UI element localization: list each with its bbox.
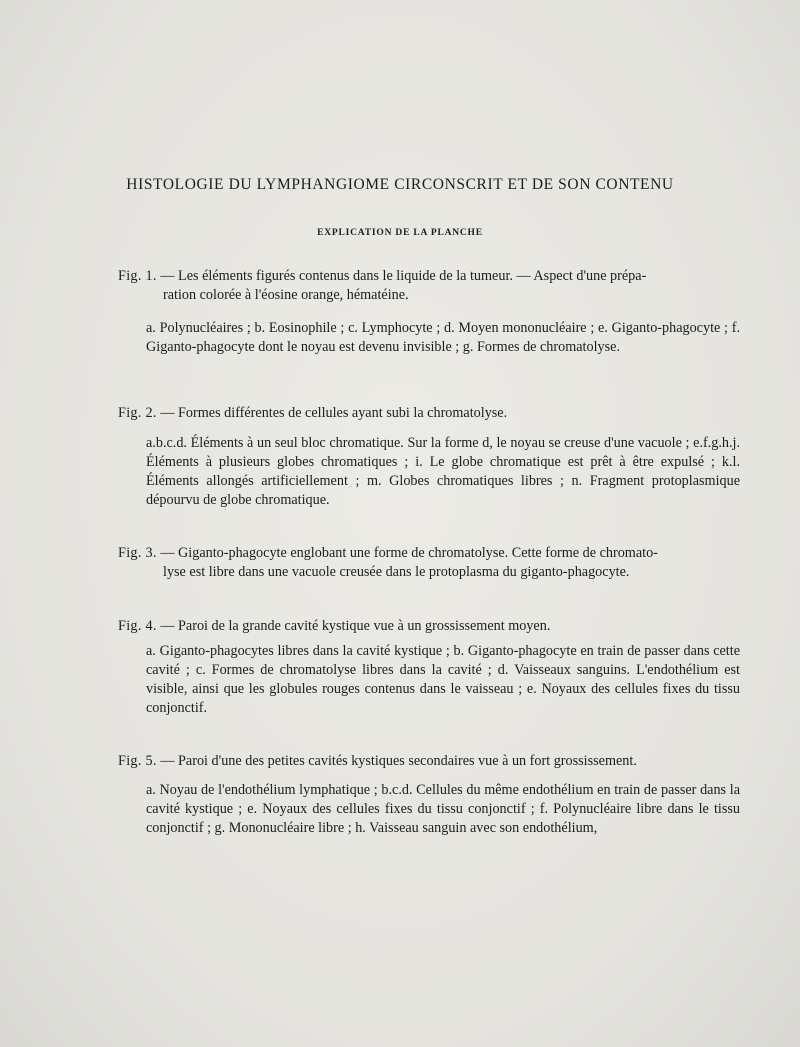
figure-5-caption	[118, 752, 738, 771]
figure-label: Fig. 4.	[118, 618, 157, 634]
figure-caption-text: — Formes différentes de cellules ayant subi la chromatolyse.	[156, 405, 508, 421]
page-title: HISTOLOGIE DU LYMPHANGIOME CIRCONSCRIT ET DE SON CONTENU	[126, 176, 674, 193]
figure-1-caption	[118, 267, 738, 305]
figure-caption-continuation: ration colorée à l'éosine orange, hématéine.	[163, 287, 409, 303]
page-subtitle: EXPLICATION DE LA PLANCHE	[317, 228, 483, 238]
figure-caption-text: — Paroi d'une des petites cavités kystiques secondaires vue à un fort grossissement.	[156, 753, 637, 769]
figure-caption-text: — Giganto-phagocyte englobant une forme de chromatolyse. Cette forme de chromato-	[156, 545, 658, 561]
figure-5-legend: a. Noyau de l'endothélium lymphatique ; b.c.d. Cellules du même endothélium en train de passer dans la cavité kystique ; e. Noyaux des cellules fixes du tissu conjonctif ; f. Polynucléaire libre dans le tissu conjonctif ; g. Mononucléaire libre ; h. Vaisseau sanguin avec son endothélium,	[146, 782, 740, 836]
figure-label: Fig. 1.	[118, 268, 157, 284]
figure-label: Fig. 3.	[118, 545, 157, 561]
figure-label: Fig. 2.	[118, 405, 157, 421]
figure-3-caption	[118, 544, 738, 582]
figure-caption-text: — Les éléments figurés contenus dans le liquide de la tumeur. — Aspect d'une prépa-	[156, 268, 647, 284]
figure-2-caption	[118, 404, 738, 423]
figure-2-legend: a.b.c.d. Éléments à un seul bloc chromatique. Sur la forme d, le noyau se creuse d'une vacuole ; e.f.g.h.j. Éléments à plusieurs globes chromatiques ; i. Le globe chromatique est prêt à être expulsé ; k.l. Éléments allongés artificiellement ; m. Globes chromatiques libres ; n. Fragment protoplasmique dépourvu de globe chromatique.	[146, 435, 740, 508]
figure-label: Fig. 5.	[118, 753, 157, 769]
figure-caption-text: — Paroi de la grande cavité kystique vue à un grossissement moyen.	[156, 618, 551, 634]
figure-caption-continuation: lyse est libre dans une vacuole creusée dans le protoplasma du giganto-phagocyte.	[163, 564, 630, 580]
figure-4-legend: a. Giganto-phagocytes libres dans la cavité kystique ; b. Giganto-phagocyte en train de passer dans cette cavité ; c. Formes de chromatolyse libres dans la cavité ; d. Vaisseaux sanguins. L'endothélium est visible, ainsi que les globules rouges contenus dans le vaisseau ; e. Noyaux des cellules fixes du tissu conjonctif.	[146, 643, 740, 716]
figure-4-caption	[118, 617, 738, 636]
figure-1-legend: a. Polynucléaires ; b. Eosinophile ; c. Lymphocyte ; d. Moyen mononucléaire ; e. Giganto-phagocyte ; f. Giganto-phagocyte dont le noyau est devenu invisible ; g. Formes de chromatolyse.	[146, 320, 740, 355]
